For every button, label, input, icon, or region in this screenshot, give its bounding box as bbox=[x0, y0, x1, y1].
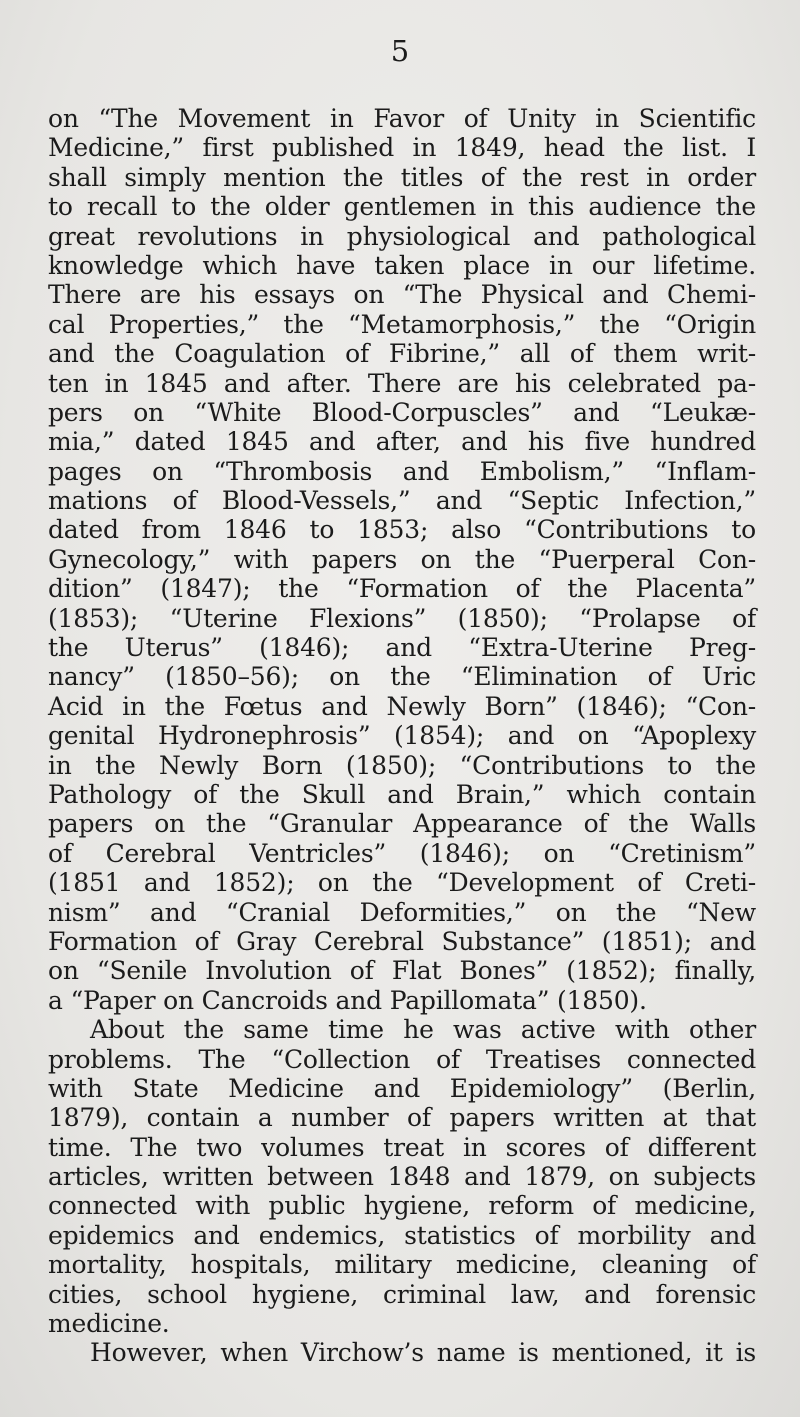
text-line: articles, written between 1848 and 1879, on subjects bbox=[48, 1162, 756, 1192]
text-line: dated from 1846 to 1853; also “Contributions to bbox=[48, 515, 756, 545]
text-line: Medicine,” first published in 1849, head the list. I bbox=[48, 133, 756, 163]
text-line: nism” and “Cranial Deformities,” on the “New bbox=[48, 897, 756, 927]
text-line: cities, school hygiene, criminal law, and forensic bbox=[48, 1279, 756, 1309]
text-line: genital Hydronephrosis” (1854); and on “Apoplexy bbox=[48, 721, 756, 751]
text-line: in the Newly Born (1850); “Contributions to the bbox=[48, 750, 756, 780]
text-line: mia,” dated 1845 and after, and his five hundred bbox=[48, 427, 756, 457]
text-line: and the Coagulation of Fibrine,” all of them writ- bbox=[48, 339, 756, 369]
text-line: shall simply mention the titles of the rest in order bbox=[48, 162, 756, 192]
text-line: on “Senile Involution of Flat Bones” (1852); finally, bbox=[48, 956, 756, 986]
text-line: knowledge which have taken place in our lifetime. bbox=[48, 250, 756, 280]
body-text bbox=[48, 104, 756, 1368]
text-line: 1879), contain a number of papers written at that bbox=[48, 1103, 756, 1133]
text-line: There are his essays on “The Physical and Chemi- bbox=[48, 280, 756, 310]
text-line: nancy” (1850–56); on the “Elimination of Uric bbox=[48, 662, 756, 692]
text-line: Gynecology,” with papers on the “Puerperal Con- bbox=[48, 544, 756, 574]
text-line: papers on the “Granular Appearance of the Walls bbox=[48, 809, 756, 839]
text-line: Formation of Gray Cerebral Substance” (1851); and bbox=[48, 926, 756, 956]
text-line: (1851 and 1852); on the “Development of Creti- bbox=[48, 868, 756, 898]
text-line: with State Medicine and Epidemiology” (Berlin, bbox=[48, 1073, 756, 1103]
text-line: epidemics and endemics, statistics of morbility and bbox=[48, 1220, 756, 1250]
text-line: pages on “Thrombosis and Embolism,” “Inflam- bbox=[48, 456, 756, 486]
text-line: the Uterus” (1846); and “Extra-Uterine Preg- bbox=[48, 633, 756, 663]
text-line: ten in 1845 and after. There are his celebrated pa- bbox=[48, 368, 756, 398]
text-line: Acid in the Fœtus and Newly Born” (1846); “Con- bbox=[48, 691, 756, 721]
text-line: pers on “White Blood-Corpuscles” and “Leukæ- bbox=[48, 397, 756, 427]
text-line: of Cerebral Ventricles” (1846); on “Cretinism” bbox=[48, 838, 756, 868]
text-line: (1853); “Uterine Flexions” (1850); “Prolapse of bbox=[48, 603, 756, 633]
text-line: dition” (1847); the “Formation of the Placenta” bbox=[48, 574, 756, 604]
paragraph-start-line: However, when Virchow’s name is mentioned, it is bbox=[90, 1338, 756, 1368]
text-line: problems. The “Collection of Treatises connected bbox=[48, 1044, 756, 1074]
page-number: 5 bbox=[390, 34, 410, 68]
paragraph-start-line: About the same time he was active with other bbox=[90, 1015, 756, 1045]
text-line: cal Properties,” the “Metamorphosis,” the “Origin bbox=[48, 309, 756, 339]
text-line: Pathology of the Skull and Brain,” which contain bbox=[48, 779, 756, 809]
text-line: connected with public hygiene, reform of medicine, bbox=[48, 1191, 756, 1221]
paragraph-end-line: a “Paper on Cancroids and Papillomata” (1850). bbox=[48, 985, 647, 1015]
text-line: great revolutions in physiological and pathological bbox=[48, 221, 756, 251]
paragraph-end-line: medicine. bbox=[48, 1309, 170, 1339]
text-line: mations of Blood-Vessels,” and “Septic Infection,” bbox=[48, 486, 756, 516]
text-line: time. The two volumes treat in scores of different bbox=[48, 1132, 756, 1162]
text-line: mortality, hospitals, military medicine, cleaning of bbox=[48, 1250, 756, 1280]
text-line: to recall to the older gentlemen in this audience the bbox=[48, 192, 756, 222]
text-line: on “The Movement in Favor of Unity in Scientific bbox=[48, 104, 756, 133]
